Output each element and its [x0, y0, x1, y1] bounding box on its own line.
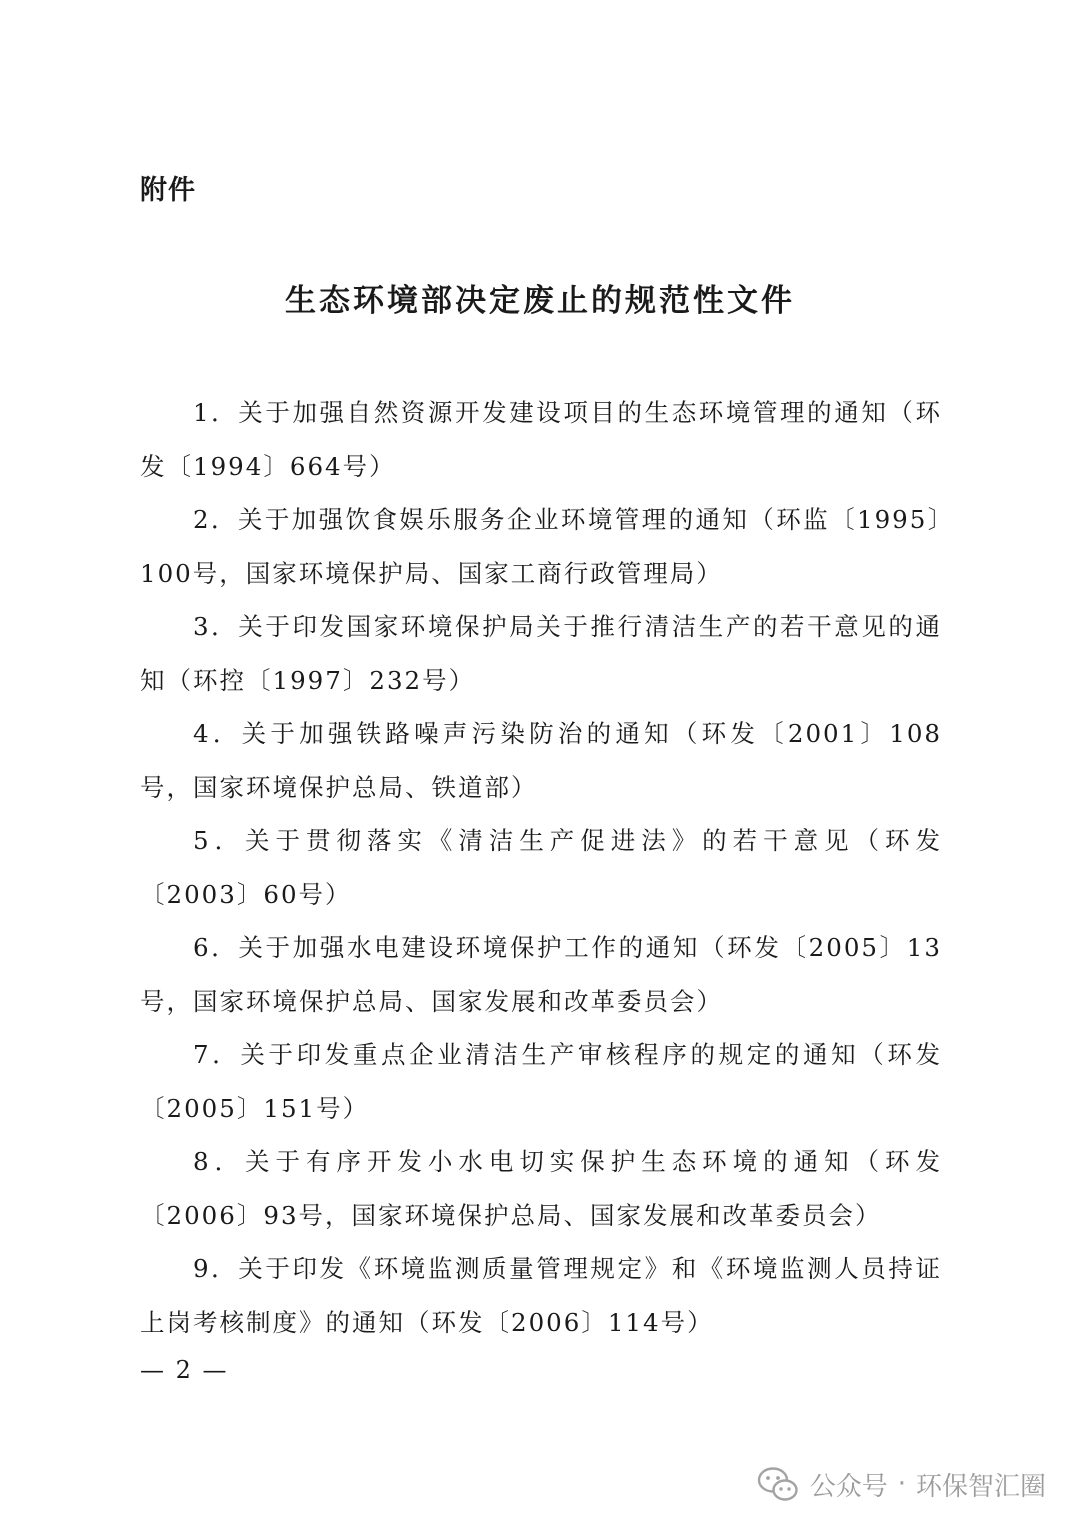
list-item: 5．关于贯彻落实《清洁生产促进法》的若干意见（环发〔2003〕60号） [140, 826, 942, 909]
wechat-icon [756, 1464, 800, 1504]
list-item: 8．关于有序开发小水电切实保护生态环境的通知（环发〔2006〕93号，国家环境保护总局、国家发展和改革委员会） [140, 1147, 942, 1230]
abolished-documents-list [140, 386, 942, 1349]
list-item: 4．关于加强铁路噪声污染防治的通知（环发〔2001〕108号，国家环境保护总局、铁道部） [140, 719, 942, 802]
list-item: 2．关于加强饮食娱乐服务企业环境管理的通知（环监〔1995〕100号，国家环境保护局、国家工商行政管理局） [140, 505, 942, 588]
list-item: 7．关于印发重点企业清洁生产审核程序的规定的通知（环发〔2005〕151号） [140, 1040, 942, 1123]
watermark-separator: · [897, 1469, 906, 1499]
watermark [756, 1462, 1046, 1506]
list-item: 1．关于加强自然资源开发建设项目的生态环境管理的通知（环发〔1994〕664号） [140, 398, 942, 481]
document-title: 生态环境部决定废止的规范性文件 [285, 283, 795, 319]
watermark-source: 公众号 [809, 1471, 888, 1502]
attachment-label: 附件 [140, 175, 196, 206]
list-item: 3．关于印发国家环境保护局关于推行清洁生产的若干意见的通知（环控〔1997〕232号） [140, 612, 942, 695]
list-item: 9．关于印发《环境监测质量管理规定》和《环境监测人员持证上岗考核制度》的通知（环发〔2006〕114号） [140, 1254, 942, 1337]
watermark-account: 环保智汇圈 [915, 1471, 1046, 1502]
page-number: — 2 — [140, 1356, 229, 1384]
list-item: 6．关于加强水电建设环境保护工作的通知（环发〔2005〕13号，国家环境保护总局、国家发展和改革委员会） [140, 933, 942, 1016]
